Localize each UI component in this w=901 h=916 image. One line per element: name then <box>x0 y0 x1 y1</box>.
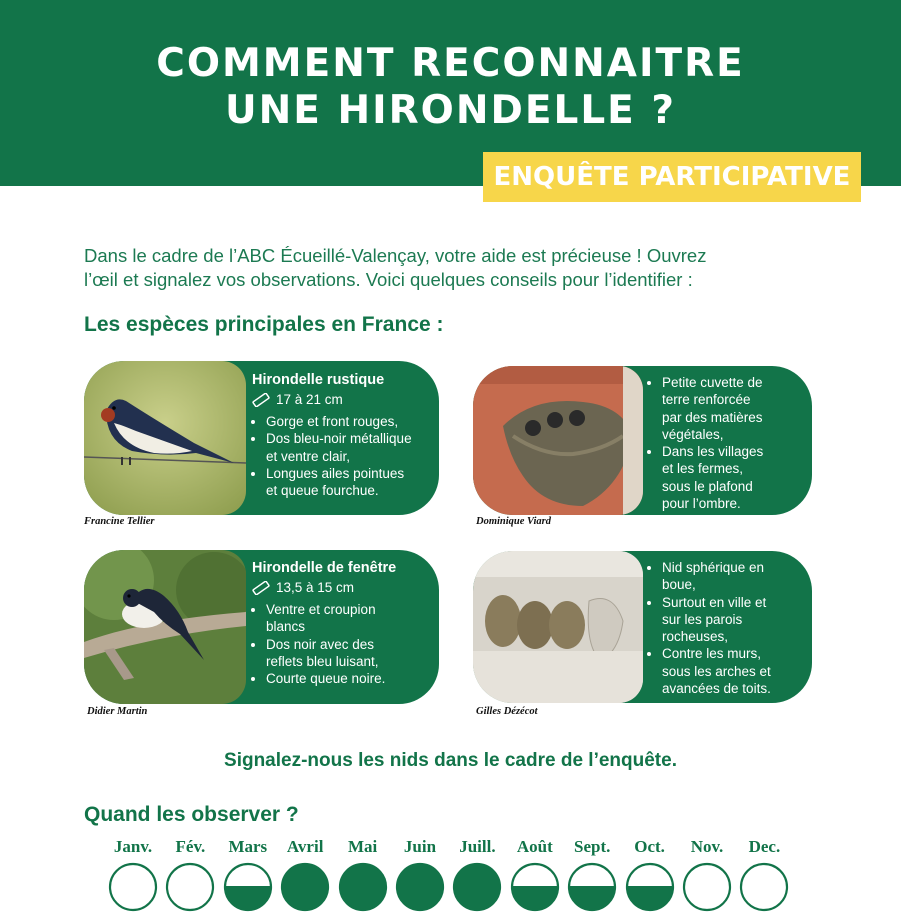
species-info <box>252 560 434 687</box>
month-label: Janv. <box>113 837 153 856</box>
presence-circle-full <box>338 862 388 912</box>
month-label: Mars <box>228 837 268 856</box>
species-features <box>252 413 432 499</box>
feature-item: • Dos bleu-noir métallique <box>266 430 432 447</box>
species-size: 17 à 21 cm <box>276 392 343 407</box>
size-row <box>252 392 432 407</box>
presence-circle-half <box>625 862 675 912</box>
intro-text <box>84 244 804 292</box>
nest-item: • Contre les murs, <box>662 645 771 662</box>
month-label: Dec. <box>748 837 781 856</box>
feature-item: blancs <box>266 619 306 635</box>
presence-circle-none <box>739 862 789 912</box>
presence-circle-none <box>682 862 732 912</box>
presence-circle-none <box>165 862 215 912</box>
species-size: 13,5 à 15 cm <box>276 580 355 595</box>
nest-item: végétales, <box>662 426 724 442</box>
presence-circle-half <box>223 862 273 912</box>
nest-item: • Petite cuvette de <box>662 374 763 391</box>
species-features <box>252 601 434 687</box>
nest-item: par des matières <box>662 409 763 425</box>
feature-item: • Gorge et front rouges, <box>266 413 432 430</box>
nest-info <box>648 559 771 697</box>
nest-item: boue, <box>662 577 696 593</box>
nest-features <box>648 374 763 512</box>
month-label: Oct. <box>634 837 665 856</box>
title-line-2: UNE HIRONDELLE ? <box>224 88 677 133</box>
page-title <box>0 40 901 134</box>
nest-item: terre renforcée <box>662 392 751 408</box>
month-label: Août <box>516 837 553 856</box>
nest-item: • Nid sphérique en <box>662 559 771 576</box>
presence-circle-full <box>280 862 330 912</box>
species-heading: Les espèces principales en France : <box>84 313 444 336</box>
ruler-icon <box>252 581 270 595</box>
photo-credit: Gilles Dézécot <box>476 706 538 717</box>
barn-swallow-photo <box>84 361 246 515</box>
presence-circle-full <box>452 862 502 912</box>
feature-item: • Courte queue noire. <box>266 670 434 687</box>
nest-features <box>648 559 771 697</box>
nest-item: rocheuses, <box>662 629 729 645</box>
month-label: Mai <box>347 837 378 856</box>
nest-card-rustique <box>473 366 812 515</box>
nest-item: sous les arches et <box>662 663 771 679</box>
title-line-1: COMMENT RECONNAITRE <box>156 41 745 86</box>
nest-item: pour l’ombre. <box>662 496 741 512</box>
feature-item: • Ventre et croupion <box>266 601 434 618</box>
species-card-rustique <box>84 361 439 515</box>
nest-item: avancées de toits. <box>662 681 771 697</box>
calendar-heading: Quand les observer ? <box>84 803 299 826</box>
presence-circle-half <box>567 862 617 912</box>
house-martin-photo <box>84 550 246 704</box>
photo-credit: Francine Tellier <box>84 516 155 527</box>
intro-line-1: Dans le cadre de l’ABC Écueillé-Valençay, votre aide est précieuse ! Ouvrez <box>84 245 707 266</box>
month-label: Juill. <box>459 837 496 856</box>
presence-circle-none <box>108 862 158 912</box>
nest-card-fenetre <box>473 551 812 703</box>
feature-item: • Dos noir avec des <box>266 636 434 653</box>
participative-badge: ENQUÊTE PARTICIPATIVE <box>483 152 861 202</box>
month-label: Nov. <box>690 837 724 856</box>
month-label: Juin <box>403 837 437 856</box>
species-info <box>252 372 432 499</box>
barn-swallow-nest-photo <box>473 366 643 515</box>
nest-info <box>648 374 763 512</box>
presence-circle-half <box>510 862 560 912</box>
nest-item: • Surtout en ville et <box>662 594 771 611</box>
presence-circle-full <box>395 862 445 912</box>
nest-item: et les fermes, <box>662 461 744 477</box>
nest-item: sous le plafond <box>662 478 753 494</box>
house-martin-nest-photo <box>473 551 643 703</box>
species-name: Hirondelle de fenêtre <box>252 560 397 576</box>
feature-item: reflets bleu luisant, <box>266 653 379 669</box>
month-label: Fév. <box>175 837 206 856</box>
feature-item: • Longues ailes pointues <box>266 465 432 482</box>
nest-item: • Dans les villages <box>662 443 763 460</box>
species-card-fenetre <box>84 550 439 704</box>
signal-text: Signalez-nous les nids dans le cadre de l’enquête. <box>224 750 677 771</box>
nest-item: sur les parois <box>662 611 743 627</box>
size-row <box>252 580 434 595</box>
feature-item: et ventre clair, <box>266 448 351 464</box>
month-label: Avril <box>286 837 324 856</box>
species-name: Hirondelle rustique <box>252 372 385 388</box>
photo-credit: Didier Martin <box>87 706 148 717</box>
month-label: Sept. <box>574 837 611 856</box>
intro-line-2: l’œil et signalez vos observations. Voici quelques conseils pour l’identifier : <box>84 269 693 290</box>
feature-item: et queue fourchue. <box>266 483 379 499</box>
photo-credit: Dominique Viard <box>476 516 551 527</box>
ruler-icon <box>252 393 270 407</box>
